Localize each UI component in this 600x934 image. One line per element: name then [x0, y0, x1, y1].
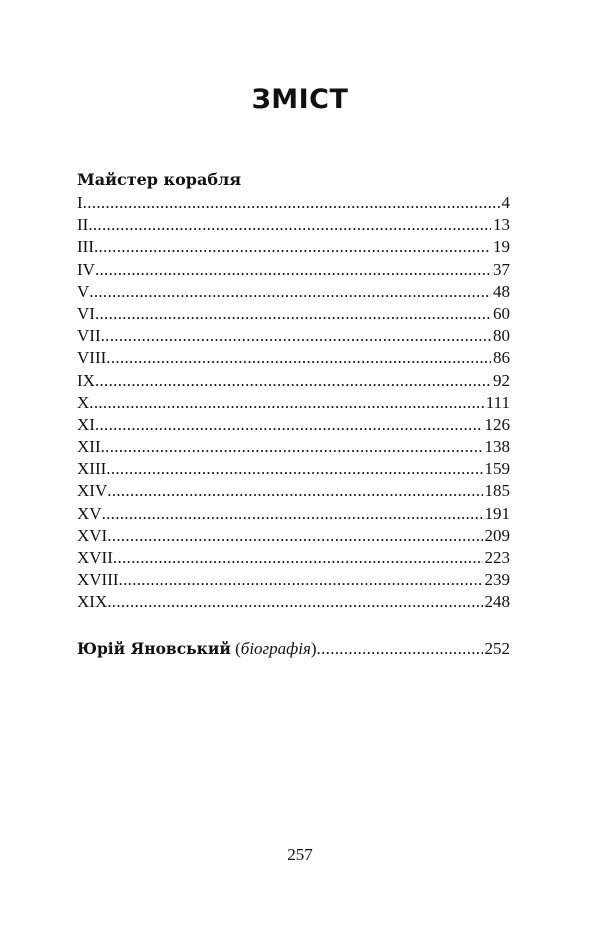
- dot-leader: [95, 303, 491, 325]
- dot-leader: [119, 569, 483, 591]
- toc-entry-label: I: [77, 193, 83, 212]
- dot-leader: [95, 414, 483, 436]
- toc-entry-label: XVIII: [77, 570, 119, 590]
- toc-entry: [77, 525, 510, 547]
- toc-entry: [77, 436, 510, 458]
- toc-entry-page: 19: [493, 237, 510, 257]
- toc-entry: [77, 503, 510, 525]
- toc-entry-label: IX: [77, 370, 95, 390]
- toc-entry-page: 37: [493, 259, 510, 279]
- toc-entry-label: VII: [77, 326, 101, 346]
- toc-entry-label: III: [77, 237, 94, 257]
- page-number: 257: [287, 845, 313, 864]
- section-title: Майстер корабля: [77, 170, 242, 189]
- dot-leader: [95, 259, 491, 281]
- toc-entry-page: 209: [484, 525, 510, 545]
- dot-leader: [95, 370, 491, 392]
- toc-entry-page: 80: [493, 326, 510, 346]
- toc-entry-page: 48: [493, 281, 510, 301]
- toc-entry-label: X: [77, 392, 90, 412]
- toc-entry: [77, 480, 510, 502]
- dot-leader: [88, 214, 491, 236]
- dot-leader: [101, 436, 483, 458]
- dot-leader: [317, 638, 483, 660]
- dot-leader: [107, 480, 482, 502]
- toc-entry: [77, 192, 510, 214]
- toc-entry-page: 92: [493, 370, 510, 390]
- toc-entry-label: XI: [77, 414, 95, 434]
- toc-entry-page: 13: [493, 215, 510, 235]
- toc-entry-page: 223: [484, 548, 510, 567]
- toc-entry-label: XII: [77, 437, 101, 457]
- dot-leader: [106, 347, 491, 369]
- dot-leader: [106, 458, 482, 480]
- biography-close-paren: ): [310, 639, 317, 658]
- toc-entry: [77, 236, 510, 258]
- toc-entry-biography: [77, 638, 510, 660]
- toc-entry-label: XIII: [77, 459, 107, 479]
- toc-entry: [77, 259, 510, 281]
- toc-list: [77, 192, 510, 614]
- toc-entry: [77, 303, 510, 325]
- toc-entry-label: VI: [77, 303, 95, 323]
- page-title: ЗМІСТ: [251, 84, 349, 115]
- toc-entry: [77, 214, 510, 236]
- toc-entry-page: 239: [484, 570, 510, 590]
- biography-open-paren: (: [230, 639, 241, 658]
- dot-leader: [102, 503, 483, 525]
- toc-entry-page: 138: [484, 437, 510, 457]
- toc-entry-page: 86: [493, 348, 510, 368]
- toc-entry: [77, 325, 510, 347]
- toc-entry: [77, 591, 510, 613]
- toc-entry-label: XIX: [77, 592, 108, 612]
- dot-leader: [89, 281, 491, 303]
- toc-entry: [77, 281, 510, 303]
- toc-entry-label: XVI: [77, 525, 108, 545]
- toc-entry: [77, 458, 510, 480]
- toc-entry-label: II: [77, 215, 89, 235]
- dot-leader: [83, 192, 500, 214]
- dot-leader: [107, 525, 482, 547]
- toc-entry-label: V: [77, 281, 90, 301]
- biography-author: Юрій Яновський: [77, 639, 231, 658]
- toc-entry-page: 191: [484, 503, 510, 523]
- toc-entry-page: 185: [484, 481, 510, 501]
- toc-entry: [77, 414, 510, 436]
- toc-entry-label: XIV: [77, 481, 108, 501]
- toc-entry: [77, 547, 510, 569]
- toc-entry-label: VIII: [77, 348, 107, 368]
- toc-entry-page: 248: [484, 592, 510, 612]
- toc-entry-label: XV: [77, 503, 102, 523]
- toc-entry: [77, 392, 510, 414]
- dot-leader: [89, 392, 483, 414]
- toc-entry: [77, 569, 510, 591]
- dot-leader: [107, 591, 482, 613]
- toc-entry-label: IV: [77, 259, 95, 279]
- toc-entry: [77, 347, 510, 369]
- toc-entry-page: 252: [484, 639, 510, 658]
- dot-leader: [101, 325, 491, 347]
- toc-entry-label: XVII: [77, 548, 113, 567]
- dot-leader: [94, 236, 491, 258]
- toc-entry: [77, 370, 510, 392]
- toc-entry-page: 126: [484, 414, 510, 434]
- biography-label: [77, 638, 317, 660]
- toc-entry-page: 111: [485, 392, 510, 412]
- toc-entry-page: 4: [501, 193, 510, 212]
- toc-entry-page: 60: [493, 303, 510, 323]
- toc-entry-page: 159: [484, 459, 510, 479]
- biography-note: біографія: [240, 639, 311, 658]
- dot-leader: [113, 547, 483, 569]
